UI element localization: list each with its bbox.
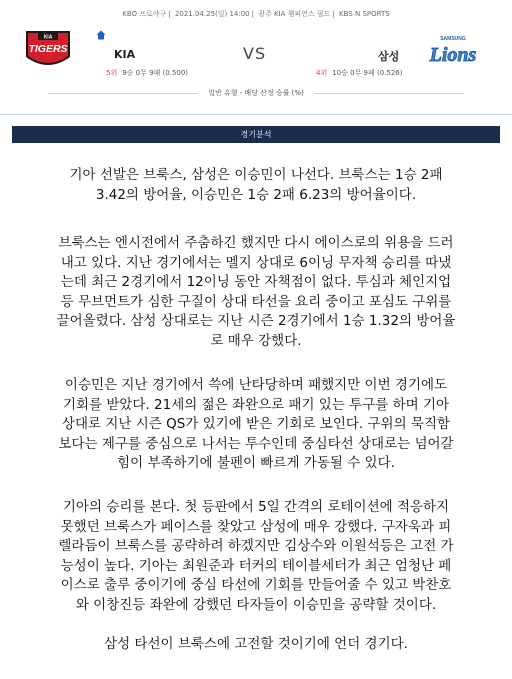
tigers-logo-text: TIGERS: [28, 43, 68, 55]
versus-label: VS: [243, 44, 267, 63]
odds-label: 일반 유형 - 배당 산정 승률 (%): [208, 89, 304, 97]
divider-right: [314, 93, 464, 94]
analysis-paragraph-1: 기아 선발은 브룩스, 삼성은 이승민이 나선다. 브룩스는 1승 2패 3.42의 방어율, 이승민은 1승 2패 6.23의 방어율이다.: [69, 167, 443, 203]
home-team-record: [106, 68, 188, 78]
match-datetime: 2021.04.25(일) 14:00: [174, 10, 250, 18]
broadcast-label: KBS N SPORTS: [339, 10, 390, 18]
header-separator: [0, 114, 512, 115]
analysis-paragraph-3: 이승민은 지난 경기에서 쓱에 난타당하며 패했지만 이번 경기에도 기회를 받았다. 21세의 젊은 좌완으로 패기 있는 투구를 하며 기아 상대로 지난 시즌 QS가 있기에 받은 기회로 보인다. 구위의 묵직함 보다는 제구를 중심으로 나서는 투수인데 중심타선 상대로는 넘어갈 힘이 부족하기에 불펜이 빠르게 가동될 수 있다.: [58, 377, 454, 471]
samsung-lions-logo: [421, 28, 485, 70]
lions-logo-subtext: SAMSUNG: [440, 36, 466, 42]
odds-subheader: [0, 87, 512, 99]
league-label: KBO 프로야구: [122, 10, 167, 18]
match-header: [0, 0, 512, 104]
analysis-paragraph-2: 브룩스는 엔시전에서 주춤하긴 했지만 다시 에이스로의 위용을 드러 내고 있다. 지난 경기에서는 멜지 상대로 6이닝 무자책 승리를 따냈 는데 최근 2경기에서 12이닝 동안 자책점이 없다. 투심과 체인지업 등 무브먼트가 심한 구질이 상대 타선을 요리 중이고 포심도 구위를 끌어올렸다. 삼성 상대로는 지난 시즌 2경기에서 1승 1.32의 방어율 로 매우 강했다.: [56, 235, 456, 349]
section-title-bar: 경기분석: [12, 126, 500, 143]
away-team-name: 삼성: [378, 50, 400, 63]
home-team-rank: 5위: [106, 69, 118, 77]
away-team-record-text: 10승 0무 9패 (0.526): [332, 69, 403, 77]
analysis-conclusion: 삼성 타선이 브룩스에 고전할 것이기에 언더 경기다.: [104, 636, 408, 652]
away-team-record: [316, 68, 403, 78]
lions-logo-text: Lions: [429, 44, 477, 66]
away-team-rank: 4위: [316, 69, 328, 77]
home-team-record-text: 9승 0무 9패 (0.500): [122, 69, 189, 77]
kia-tigers-logo: [22, 27, 74, 71]
stadium-label: 광주 KIA 챔피언스 필드: [258, 10, 331, 18]
analysis-paragraph-4: 기아의 승리를 본다. 첫 등판에서 5일 간격의 로테이션에 적응하지 못했던 브룩스가 페이스를 찾았고 삼성에 매우 강했다. 구자욱과 피 렐라듬이 브룩스를 공략하려 하겠지만 김상수와 이원석등은 고전 가 능성이 높다. 기아는 최원준과 터커의 테이블세터가 최근 엄청난 페 이스로 출루 중이기에 중심 타선에 기회를 만들어줄 수 있고 박찬호 와 이창진등 좌완에 강했던 타자들이 이승민을 공략할 것이다.: [58, 499, 454, 613]
home-icon: [96, 30, 106, 40]
home-team-name: KIA: [114, 48, 136, 61]
kia-badge-text: KIA: [43, 34, 53, 41]
match-meta: KBO 프로야구 | 2021.04.25(일) 14:00 | 광주 KIA 챔피언스 필드 | KBS N SPORTS: [122, 10, 390, 18]
